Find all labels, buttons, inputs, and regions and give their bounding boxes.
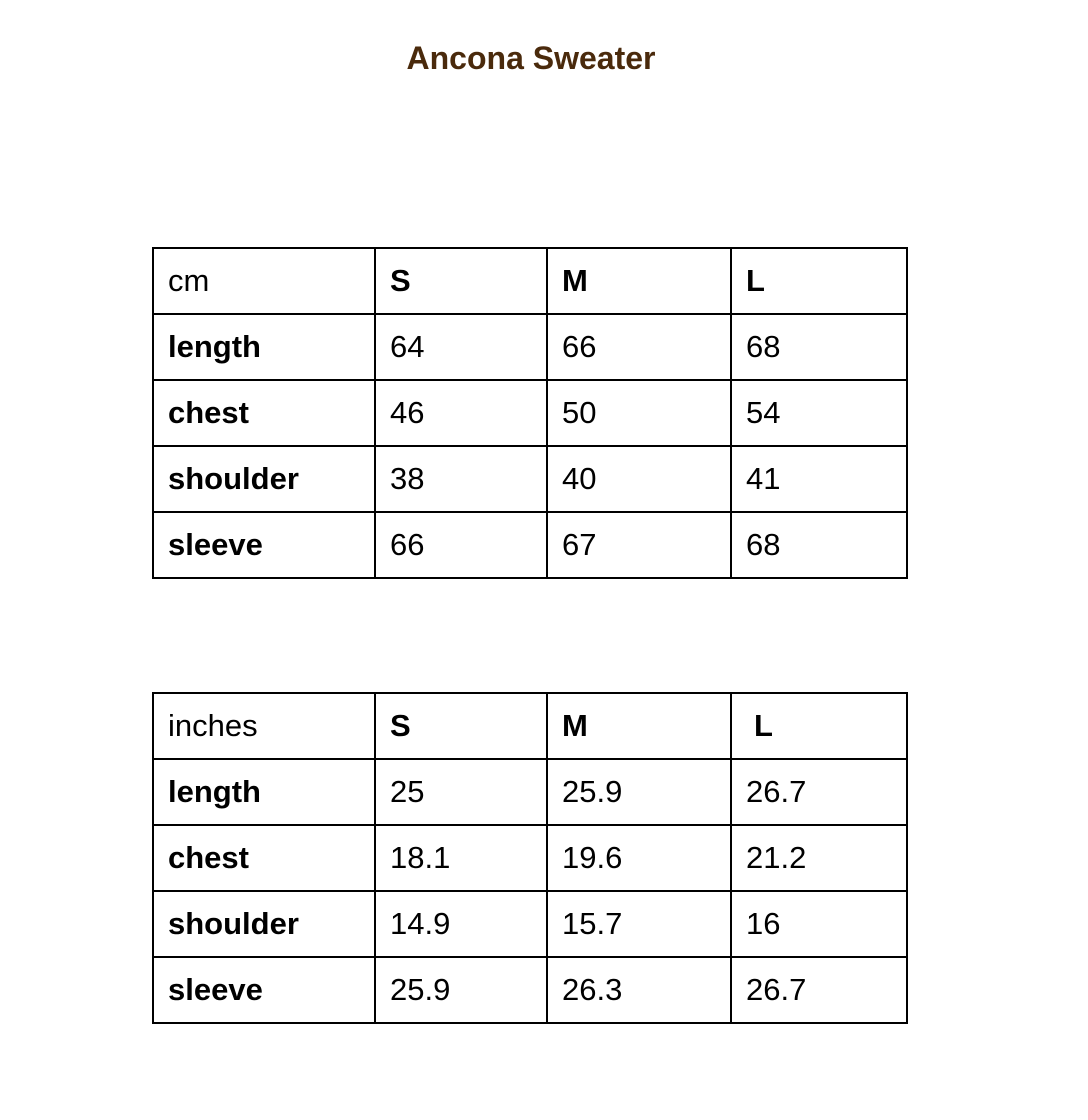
table-cell: 18.1	[375, 825, 547, 891]
table-row	[153, 314, 907, 380]
row-label: length	[153, 314, 375, 380]
table-cell: 25.9	[375, 957, 547, 1023]
size-header-l: L	[731, 248, 907, 314]
table-cell: 40	[547, 446, 731, 512]
size-header-l: L	[731, 693, 907, 759]
table-cell: 67	[547, 512, 731, 578]
table-cell: 50	[547, 380, 731, 446]
row-label: shoulder	[153, 446, 375, 512]
row-label: sleeve	[153, 957, 375, 1023]
table-cell: 46	[375, 380, 547, 446]
table-row	[153, 446, 907, 512]
table-cell: 15.7	[547, 891, 731, 957]
table-cell: 26.3	[547, 957, 731, 1023]
table-cell: 66	[547, 314, 731, 380]
table-cell: 41	[731, 446, 907, 512]
row-label: length	[153, 759, 375, 825]
table-cell: 19.6	[547, 825, 731, 891]
table-cell: 68	[731, 314, 907, 380]
table-cell: 25.9	[547, 759, 731, 825]
table-cell: 26.7	[731, 759, 907, 825]
row-label: chest	[153, 825, 375, 891]
table-cell: 68	[731, 512, 907, 578]
row-label: sleeve	[153, 512, 375, 578]
table-cell: 54	[731, 380, 907, 446]
table-cell: 38	[375, 446, 547, 512]
size-header-s: S	[375, 693, 547, 759]
table-cell: 16	[731, 891, 907, 957]
row-label: chest	[153, 380, 375, 446]
size-header-m: M	[547, 693, 731, 759]
size-table-cm	[152, 247, 908, 579]
table-cell: 25	[375, 759, 547, 825]
table-row	[153, 957, 907, 1023]
page-title: Ancona Sweater	[406, 40, 656, 76]
table-row	[153, 512, 907, 578]
table-row	[153, 759, 907, 825]
unit-label: cm	[153, 248, 375, 314]
size-table-inches	[152, 692, 908, 1024]
table-cell: 64	[375, 314, 547, 380]
row-label: shoulder	[153, 891, 375, 957]
table-row	[153, 380, 907, 446]
size-header-s: S	[375, 248, 547, 314]
table-cell: 66	[375, 512, 547, 578]
table-header-row	[153, 693, 907, 759]
table-row	[153, 825, 907, 891]
table-header-row	[153, 248, 907, 314]
table-cell: 21.2	[731, 825, 907, 891]
table-cell: 14.9	[375, 891, 547, 957]
size-header-m: M	[547, 248, 731, 314]
table-row	[153, 891, 907, 957]
unit-label: inches	[153, 693, 375, 759]
table-cell: 26.7	[731, 957, 907, 1023]
